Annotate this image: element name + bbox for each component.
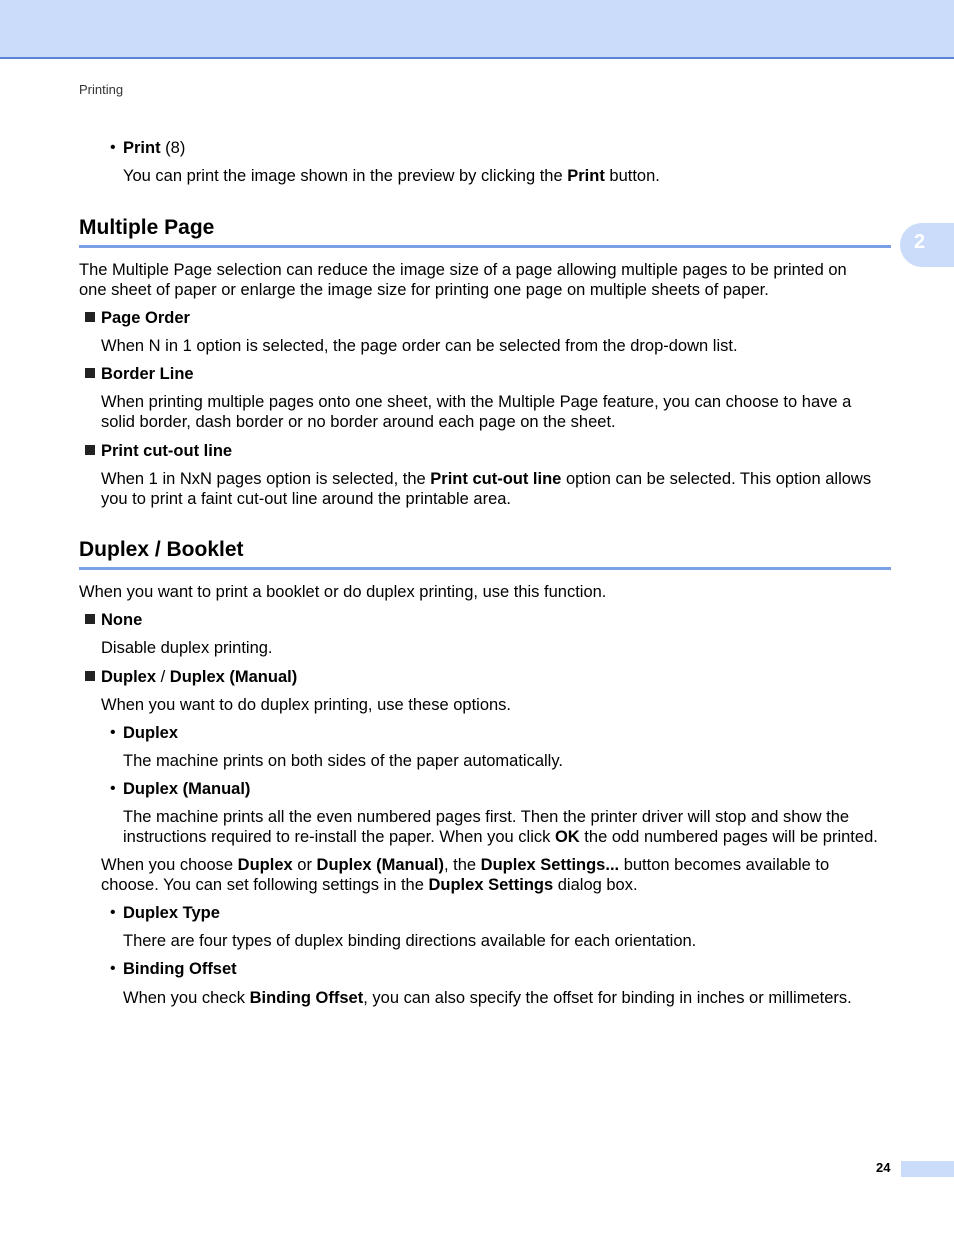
duplex-intro: When you want to print a booklet or do duplex printing, use this function. [79,583,607,601]
choose-text-e: , the [443,856,481,874]
square-bullet-icon [85,671,95,681]
binding-desc-text: When you check [123,989,250,1007]
cut-out-desc-end: option can be selected. This option allows [561,470,872,488]
choose-text-2b: Duplex Settings [428,876,554,894]
cut-out-desc-1 [101,469,871,489]
cut-out-desc-bold: Print cut-out line [430,470,562,488]
page-order-desc: When N in 1 option is selected, the page order can be selected from the drop-down list. [101,337,738,355]
duplex-title-sep: / [156,668,170,686]
page-number: 24 [876,1160,891,1175]
binding-offset-desc [123,988,852,1008]
manual-sub-desc-2 [123,827,878,847]
square-bullet-icon [85,614,95,624]
print-title: Print [123,139,161,157]
print-num: (8) [160,139,186,157]
choose-line-1 [101,855,829,875]
running-header: Printing [79,82,124,97]
choose-text-g: button becomes available to [619,856,830,874]
print-desc-bold: Print [567,167,605,185]
cut-out-desc-2: you to print a faint cut-out line around the printable area. [101,490,512,508]
page-order-title: Page Order [101,309,190,327]
print-desc [123,166,660,186]
cut-out-title: Print cut-out line [101,442,233,460]
manual-desc-text: instructions required to re-install the paper. When you click [123,828,555,846]
choose-text-2c: dialog box. [553,876,638,894]
duplex-manual-desc: When you want to do duplex printing, use these options. [101,696,512,714]
duplex-sub-desc: The machine prints on both sides of the paper automatically. [123,752,563,770]
heading-rule [79,245,891,248]
border-line-desc-1: When printing multiple pages onto one sheet, with the Multiple Page feature, you can choose to have a [101,393,852,411]
chapter-number: 2 [914,231,926,253]
square-bullet-icon [85,445,95,455]
square-bullet-icon [85,312,95,322]
duplex-sub-title: Duplex [123,724,179,742]
border-line-title: Border Line [101,365,194,383]
choose-text-b: Duplex [237,856,293,874]
manual-sub-title: Duplex (Manual) [123,780,251,798]
choose-line-2 [101,875,638,895]
bullet-icon: • [110,904,116,921]
header-band [0,0,954,59]
page-number-bar [901,1161,954,1177]
none-title: None [101,611,143,629]
bullet-icon: • [110,139,116,156]
multiple-page-intro-2: one sheet of paper or enlarge the image size for printing one page on multiple sheets of paper. [79,281,769,299]
bullet-icon: • [110,960,116,977]
border-line-desc-2: solid border, dash border or no border around each page on the sheet. [101,413,616,431]
duplex-type-desc: There are four types of duplex binding directions available for each orientation. [123,932,697,950]
manual-desc-ok: OK [554,828,580,846]
choose-text-c: or [292,856,317,874]
choose-text-2a: choose. You can set following settings in the [101,876,429,894]
heading-multiple-page: Multiple Page [79,216,215,239]
bullet-icon: • [110,724,116,741]
cut-out-desc-text: When 1 in NxN pages option is selected, the [101,470,431,488]
binding-desc-end: , you can also specify the offset for binding in inches or millimeters. [363,989,852,1007]
duplex-title-bold: Duplex [101,668,157,686]
choose-text-d: Duplex (Manual) [316,856,444,874]
none-desc: Disable duplex printing. [101,639,273,657]
chapter-tab [900,223,954,267]
choose-text-f: Duplex Settings... [480,856,620,874]
print-desc-end: button. [604,167,660,185]
heading-rule [79,567,891,570]
square-bullet-icon [85,368,95,378]
duplex-manual-title-bold: Duplex (Manual) [169,668,298,686]
duplex-type-title: Duplex Type [123,904,220,922]
binding-desc-bold: Binding Offset [249,989,364,1007]
bullet-icon: • [110,780,116,797]
manual-sub-desc-1: The machine prints all the even numbered pages first. Then the printer driver will stop and show the [123,808,850,826]
manual-desc-end: the odd numbered pages will be printed. [579,828,878,846]
print-item [123,138,185,158]
heading-duplex-booklet: Duplex / Booklet [79,538,244,561]
duplex-manual-title [101,667,297,687]
binding-offset-title: Binding Offset [123,960,237,978]
multiple-page-intro-1: The Multiple Page selection can reduce the image size of a page allowing multiple pages to be printed on [79,261,847,279]
print-desc-text: You can print the image shown in the preview by clicking the [123,167,568,185]
choose-text-a: When you choose [101,856,238,874]
